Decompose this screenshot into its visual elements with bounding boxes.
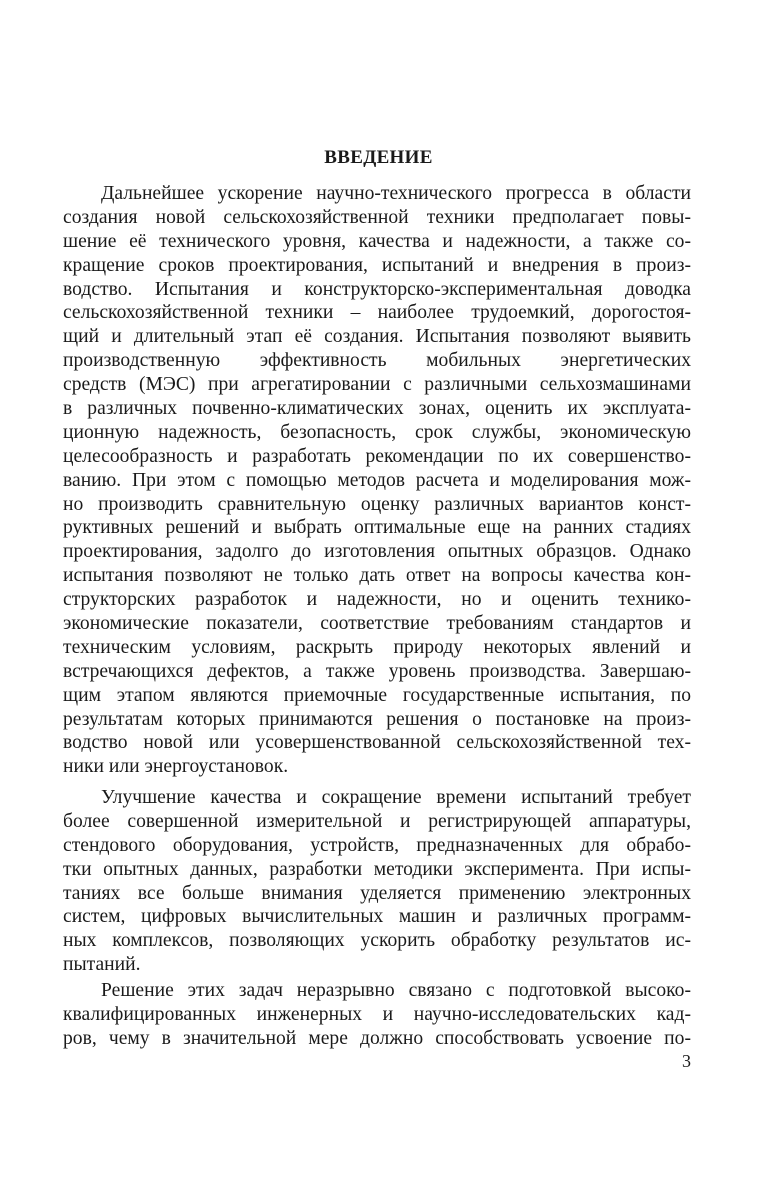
- text-line: проектирования, задолго до изготовления опытных образцов. Однако: [63, 541, 691, 563]
- text-line: экономические показатели, соответствие требованиям стандартов и: [63, 613, 691, 635]
- text-line: таниях все больше внимания уделяется применению электронных: [63, 882, 691, 904]
- text-line: шение её технического уровня, качества и надежности, а также со-: [63, 230, 691, 252]
- text-line: структорских разработок и надежности, но и оценить технико-: [63, 589, 691, 611]
- text-line: производственную эффективность мобильных энергетических: [63, 350, 691, 372]
- text-line: средств (МЭС) при агрегатировании с различными сельхозмашинами: [63, 374, 691, 396]
- page-number: 3: [682, 1051, 691, 1071]
- text-line: систем, цифровых вычислительных машин и различных программ-: [63, 906, 691, 928]
- text-line: руктивных решений и выбрать оптимальные еще на ранних стадиях: [63, 517, 691, 539]
- text-line: сельскохозяйственной техники – наиболее трудоемкий, дорогостоя-: [63, 302, 691, 324]
- text-line: стендового оборудования, устройств, предназначенных для обрабо-: [63, 834, 691, 856]
- text-line: ционную надежность, безопасность, срок службы, экономическую: [63, 421, 691, 443]
- text-line: техническим условиям, раскрыть природу некоторых явлений и: [63, 636, 691, 658]
- paragraph-3: [63, 979, 691, 1051]
- text-line: испытания позволяют не только дать ответ на вопросы качества кон-: [63, 565, 691, 587]
- text-line: квалифицированных инженерных и научно-исследовательских кад-: [63, 1003, 691, 1025]
- text-line: щий и длительный этап её создания. Испытания позволяют выявить: [63, 326, 691, 348]
- text-line: ных комплексов, позволяющих ускорить обработку результатов ис-: [63, 930, 691, 952]
- text-line: ники или энергоустановок.: [63, 756, 289, 778]
- text-line: кращение сроков проектирования, испытаний и внедрения в произ-: [63, 254, 691, 276]
- paragraph-2: [63, 786, 691, 977]
- text-line: ванию. При этом с помощью методов расчета и моделирования мож-: [63, 469, 691, 491]
- text-line: тки опытных данных, разработки методики эксперимента. При испы-: [63, 858, 691, 880]
- text-line: щим этапом являются приемочные государственные испытания, по: [63, 684, 691, 706]
- text-line: пытаний.: [63, 954, 141, 976]
- text-line: Улучшение качества и сокращение времени испытаний требует: [101, 787, 691, 808]
- text-line: создания новой сельскохозяйственной техники предполагает повы-: [63, 206, 691, 228]
- text-line: в различных почвенно-климатических зонах, оценить их эксплуата-: [63, 398, 691, 420]
- text-line: водство. Испытания и конструкторско-экспериментальная доводка: [63, 278, 691, 300]
- text-line: ров, чему в значительной мере должно способствовать усвоение по-: [63, 1027, 691, 1049]
- text-line: водство новой или усовершенствованной сельскохозяйственной тех-: [63, 732, 691, 754]
- text-line: результатам которых принимаются решения о постановке на произ-: [63, 708, 691, 730]
- text-line: Дальнейшее ускорение научно-технического прогресса в области: [101, 183, 691, 204]
- page-title: ВВЕДЕНИЕ: [324, 147, 433, 168]
- text-line: но производить сравнительную оценку различных вариантов конст-: [63, 493, 691, 515]
- text-line: целесообразность и разработать рекомендации по их совершенство-: [63, 445, 691, 467]
- paragraph-1: [63, 182, 691, 779]
- text-line: более совершенной измерительной и регистрирующей аппаратуры,: [63, 810, 691, 832]
- text-line: встречающихся дефектов, а также уровень производства. Завершаю-: [63, 660, 691, 682]
- text-line: Решение этих задач неразрывно связано с подготовкой высоко-: [101, 980, 691, 1001]
